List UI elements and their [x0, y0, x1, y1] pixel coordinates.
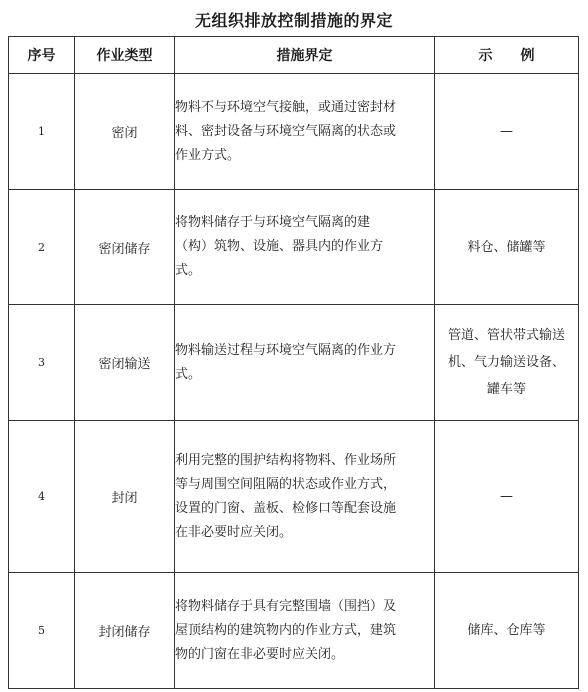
- row-example: [435, 421, 579, 573]
- row-definition: [175, 305, 435, 421]
- row-example: [435, 305, 579, 421]
- table-row: [9, 305, 579, 421]
- row-type: 密闭储存: [75, 190, 175, 305]
- row-type: 密闭输送: [75, 305, 175, 421]
- row-definition: [175, 573, 435, 689]
- row-index: 2: [9, 190, 75, 305]
- definition-table: [8, 36, 579, 689]
- example-line: —: [500, 489, 513, 504]
- definition-line: 物料不与环境空气接触，或通过密封材: [175, 99, 397, 115]
- definition-line: （构）筑物、设施、器具内的作业方: [175, 239, 384, 254]
- table-row: [9, 421, 579, 573]
- row-index: 1: [9, 74, 75, 190]
- header-definition: 措施界定: [175, 37, 435, 74]
- row-definition: [175, 74, 435, 190]
- row-type: 密闭: [75, 74, 175, 190]
- row-type: 封闭: [75, 421, 175, 573]
- row-definition: [175, 421, 435, 573]
- definition-line: 设置的门窗、盖板、检修口等配套设施: [175, 500, 397, 516]
- definition-line: 料、密封设备与环境空气隔离的状态或: [175, 123, 397, 139]
- row-index: 3: [9, 305, 75, 421]
- row-example: [435, 573, 579, 689]
- example-line: 料仓、储罐等: [467, 239, 546, 255]
- row-type: 封闭储存: [75, 573, 175, 689]
- definition-line: 物的门窗在非必要时应关闭。: [175, 646, 345, 662]
- definition-line: 利用完整的围护结构将物料、作业场所: [175, 452, 397, 468]
- row-example: [435, 74, 579, 190]
- header-example: 示 例: [435, 37, 579, 74]
- definition-line: 式。: [175, 366, 202, 382]
- table-header-row: [9, 37, 579, 74]
- table-row: [9, 190, 579, 305]
- example-line: 罐车等: [486, 382, 526, 397]
- row-index: 4: [9, 421, 75, 573]
- page-title: 无组织排放控制措施的界定: [194, 11, 393, 30]
- definition-line: 在非必要时应关闭。: [175, 524, 293, 540]
- row-example: [435, 190, 579, 305]
- header-type: 作业类型: [75, 37, 175, 74]
- table-row: [9, 74, 579, 190]
- definition-line: 式。: [175, 263, 202, 278]
- example-line: 储库、仓库等: [467, 623, 546, 638]
- row-index: 5: [9, 573, 75, 689]
- definition-line: 将物料储存于与环境空气隔离的建: [175, 215, 371, 230]
- table-body: [9, 74, 579, 689]
- header-index: 序号: [9, 37, 75, 74]
- example-line: 管道、管状带式输送: [447, 328, 565, 343]
- definition-line: 将物料储存于具有完整围墙（围挡）及: [175, 598, 397, 614]
- table-row: [9, 573, 579, 689]
- example-line: —: [500, 124, 513, 139]
- definition-line: 作业方式。: [175, 147, 241, 163]
- definition-line: 物料输送过程与环境空气隔离的作业方: [175, 342, 397, 358]
- example-line: 机、气力输送设备、: [447, 355, 565, 370]
- row-definition: [175, 190, 435, 305]
- definition-line: 屋顶结构的建筑物内的作业方式，建筑: [175, 622, 397, 638]
- definition-line: 等与周围空间阻隔的状态或作业方式，: [175, 476, 397, 492]
